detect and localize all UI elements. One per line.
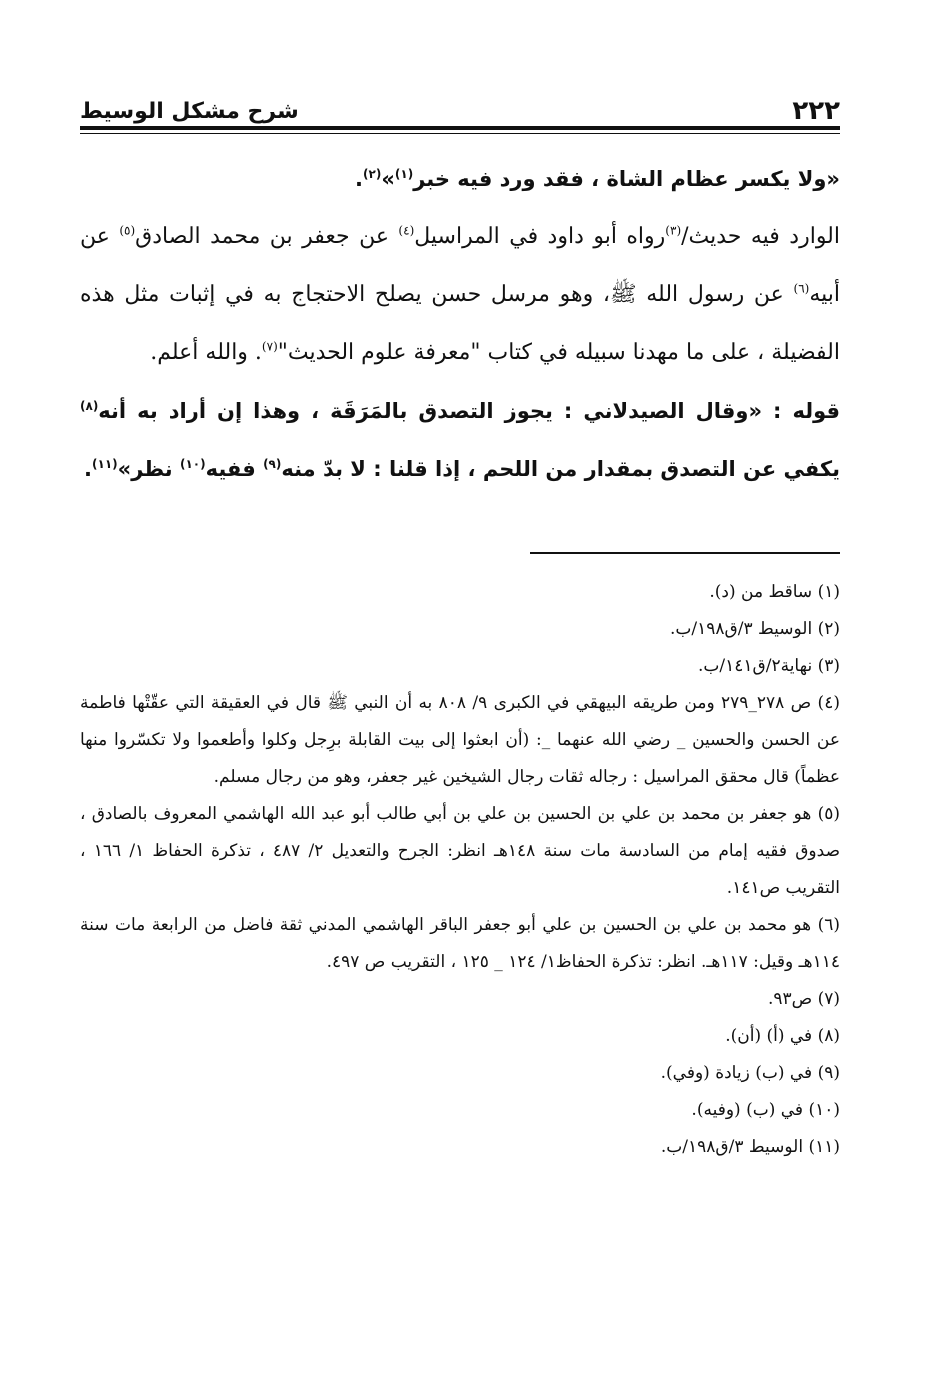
- page-header: [80, 96, 840, 128]
- main-text: [80, 150, 840, 498]
- commentary-text: عن أبيه: [80, 224, 840, 307]
- footnote-9: (٩) في (ب) زيادة (وفي).: [660, 1063, 840, 1083]
- footnote-marker-10: (١٠): [179, 457, 206, 471]
- quote-text: «ولا يكسر عظام الشاة ، فقد ورد فيه خبر: [413, 167, 840, 191]
- commentary-text: الوارد فيه حديث/: [681, 224, 840, 249]
- commentary-text: عن جعفر بن محمد الصادق: [135, 224, 399, 249]
- quoted-statement-2: [80, 382, 840, 498]
- footnote-11: (١١) الوسيط ٣/ق١٩٨/ب.: [660, 1137, 840, 1157]
- footnote-3: (٣) نهاية٢/ق١٤١/ب.: [697, 656, 840, 676]
- commentary-paragraph: [80, 208, 840, 382]
- quote-close: »: [381, 167, 395, 191]
- quote-text: نظر»: [117, 457, 180, 481]
- footnote-6: (٦) هو محمد بن علي بن الحسين بن علي أبو جعفر الباقر الهاشمي المدني ثقة فاضل من الرابعة مات سنة ١١٤هـ وقيل: ١١٧هـ. انظر: تذكرة الحفاظ١/ ١٢٤ _ ١٢٥ ، التقريب ص ٤٩٧.: [80, 915, 840, 972]
- commentary-text: رواه أبو داود في المراسيل: [414, 224, 666, 249]
- footnote-marker-6: (٦): [793, 281, 810, 296]
- footnote-marker-3: (٣): [665, 223, 682, 238]
- page-number: ٢٢٢: [792, 96, 840, 126]
- quote-end: .: [355, 167, 364, 191]
- footnote-marker-7: (٧): [261, 339, 278, 354]
- footnote-2: (٢) الوسيط ٣/ق١٩٨/ب.: [669, 619, 840, 639]
- footnote-marker-8: (٨): [80, 399, 99, 413]
- running-title: شرح مشكل الوسيط: [80, 99, 299, 124]
- footnote-8: (٨) في (أ) (أن).: [725, 1026, 840, 1046]
- footnote-10: (١٠) في (ب) (وفيه).: [691, 1100, 840, 1120]
- header-rule-thin: [80, 133, 840, 134]
- footnote-marker-9: (٩): [263, 457, 282, 471]
- footnote-marker-4: (٤): [398, 223, 415, 238]
- footnote-marker-5: (٥): [119, 223, 136, 238]
- quote-text: ففيه: [205, 457, 264, 481]
- footnote-marker-1: (١): [394, 167, 414, 181]
- footnote-4: (٤) ص ٢٧٨_٢٧٩ ومن طريقه البيهقي في الكبرى ٩/ ٨٠٨ به أن النبي ﷺ قال في العقيقة التي عقّتْها فاطمة عن الحسن والحسين _ رضي الله عنهما _: (أن ابعثوا إلى بيت القابلة برِجل وكلوا وأطعموا ولا تكسّروا منها عظماً) قال محقق المراسيل : رجاله ثقات رجال الشيخين غير جعفر، وهو من رجال مسلم.: [80, 693, 840, 787]
- footnote-separator: [530, 552, 840, 554]
- footnotes: [80, 574, 840, 1166]
- footnote-1: (١) ساقط من (د).: [709, 582, 840, 602]
- quote-text: قوله : «وقال الصيدلاني : يجوز التصدق بالمَرَقَة ، وهذا إن أراد به أنه: [98, 399, 840, 423]
- quote-text: يكفي عن التصدق بمقدار من اللحم ، إذا قلنا : لا بدّ منه: [281, 457, 840, 481]
- header-rule-thick: [80, 126, 840, 130]
- quote-text: .: [84, 457, 93, 481]
- commentary-text: عن رسول الله ﷺ، وهو مرسل حسن يصلح الاحتجاج به في إثبات مثل هذه الفضيلة ، على ما مهدنا سبيله في كتاب "معرفة علوم الحديث": [80, 282, 840, 365]
- footnote-5: (٥) هو جعفر بن محمد بن علي بن الحسين بن علي بن أبي طالب أبو عبد الله الهاشمي المعروف بالصادق ، صدوق فقيه إمام من السادسة مات سنة ١٤٨هـ انظر: الجرح والتعديل ٢/ ٤٨٧ ، تذكرة الحفاظ ١/ ١٦٦ ، التقريب ص١٤١.: [80, 804, 841, 898]
- commentary-text: . والله أعلم.: [150, 340, 262, 365]
- footnote-7: (٧) ص٩٣.: [767, 989, 840, 1009]
- footnote-marker-2: (٢): [363, 167, 382, 181]
- footnote-marker-11: (١١): [92, 457, 118, 471]
- quoted-statement: [80, 150, 840, 208]
